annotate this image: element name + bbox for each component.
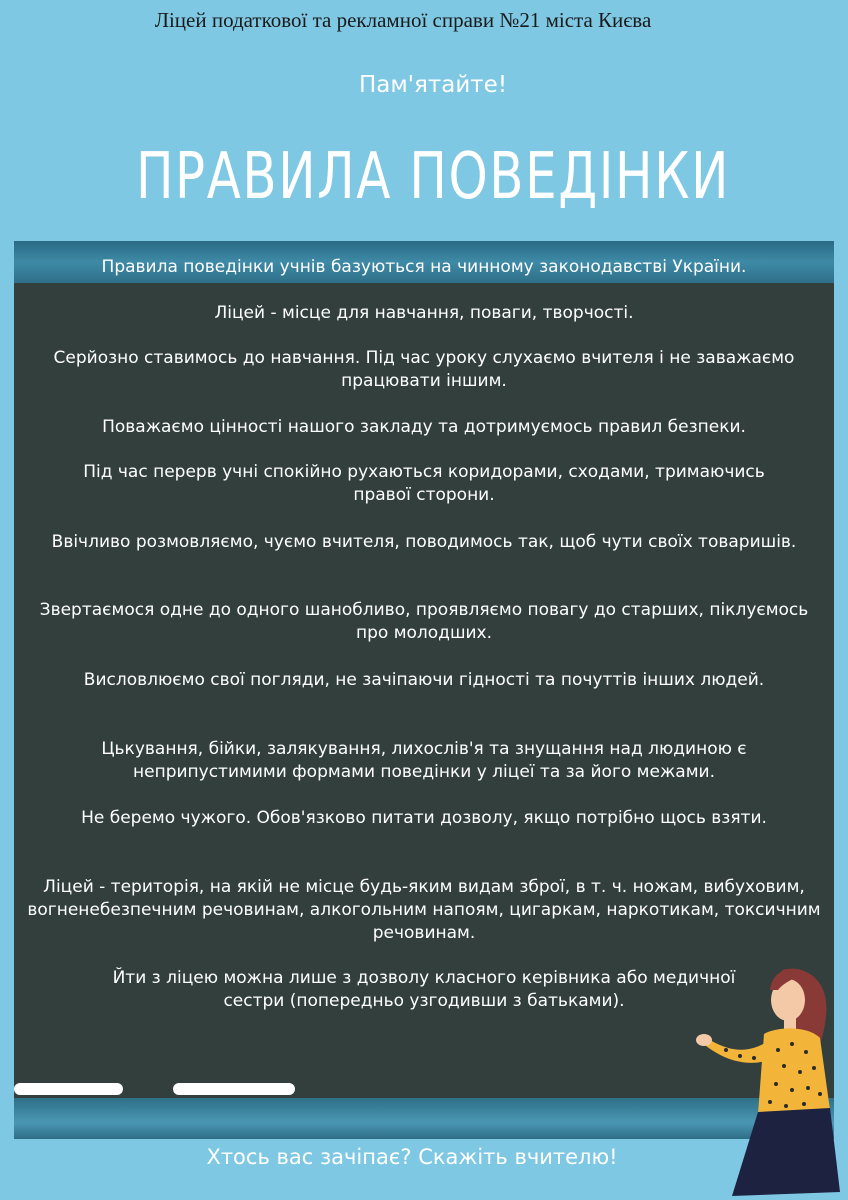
footer-note: Хтось вас зачіпає? Скажіть вчителю! <box>206 1145 618 1169</box>
rule-item: Висловлюємо свої погляди, не зачіпаючи гідності та почуттів інших людей. <box>83 670 765 690</box>
chalk-piece <box>173 1083 295 1095</box>
rule-item: Не беремо чужого. Обов'язково питати дозволу, якщо потрібно щось взяти. <box>81 808 767 828</box>
rule-item: Звертаємося одне до одного шанобливо, проявляємо повагу до старших, піклуємось про молодших. <box>39 600 809 643</box>
rule-item: Серйозно ставимось до навчання. Під час уроку слухаємо вчителя і не заважаємо працювати іншим. <box>53 348 795 391</box>
school-name: Ліцей податкової та рекламної справи №21 міста Києва <box>154 8 652 32</box>
rule-item: Ліцей - місце для навчання, поваги, творчості. <box>214 303 634 323</box>
rule-item: Правила поведінки учнів базуються на чинному законодавстві України. <box>101 257 747 277</box>
remember-heading: Пам'ятайте! <box>358 72 508 98</box>
rule-item: Під час перерв учні спокійно рухаються коридорами, сходами, тримаючись правої сторони. <box>83 462 765 505</box>
page-title: ПРАВИЛА ПОВЕДІНКИ <box>135 140 731 214</box>
rule-item: Цькування, бійки, залякування, лихослів'я та знущання над людиною є неприпустимими формами поведінки у ліцеї та за його межами. <box>101 739 747 782</box>
rule-item: Йти з ліцею можна лише з дозволу класного керівника або медичної сестри (попередньо узгодивши з батьками). <box>112 968 736 1011</box>
rule-item: Ліцей - територія, на якій не місце будь-яким видам зброї, в т. ч. ножам, вибуховим, вогненебезпечним речовинам, алкогольним напоям, цигаркам, наркотикам, токсичним речовинам. <box>27 877 821 943</box>
rule-item: Ввічливо розмовляємо, чуємо вчителя, поводимось так, щоб чути своїх товаришів. <box>51 532 797 552</box>
chalk-piece <box>14 1083 123 1095</box>
rule-item: Поважаємо цінності нашого закладу та дотримуємось правил безпеки. <box>102 417 746 437</box>
